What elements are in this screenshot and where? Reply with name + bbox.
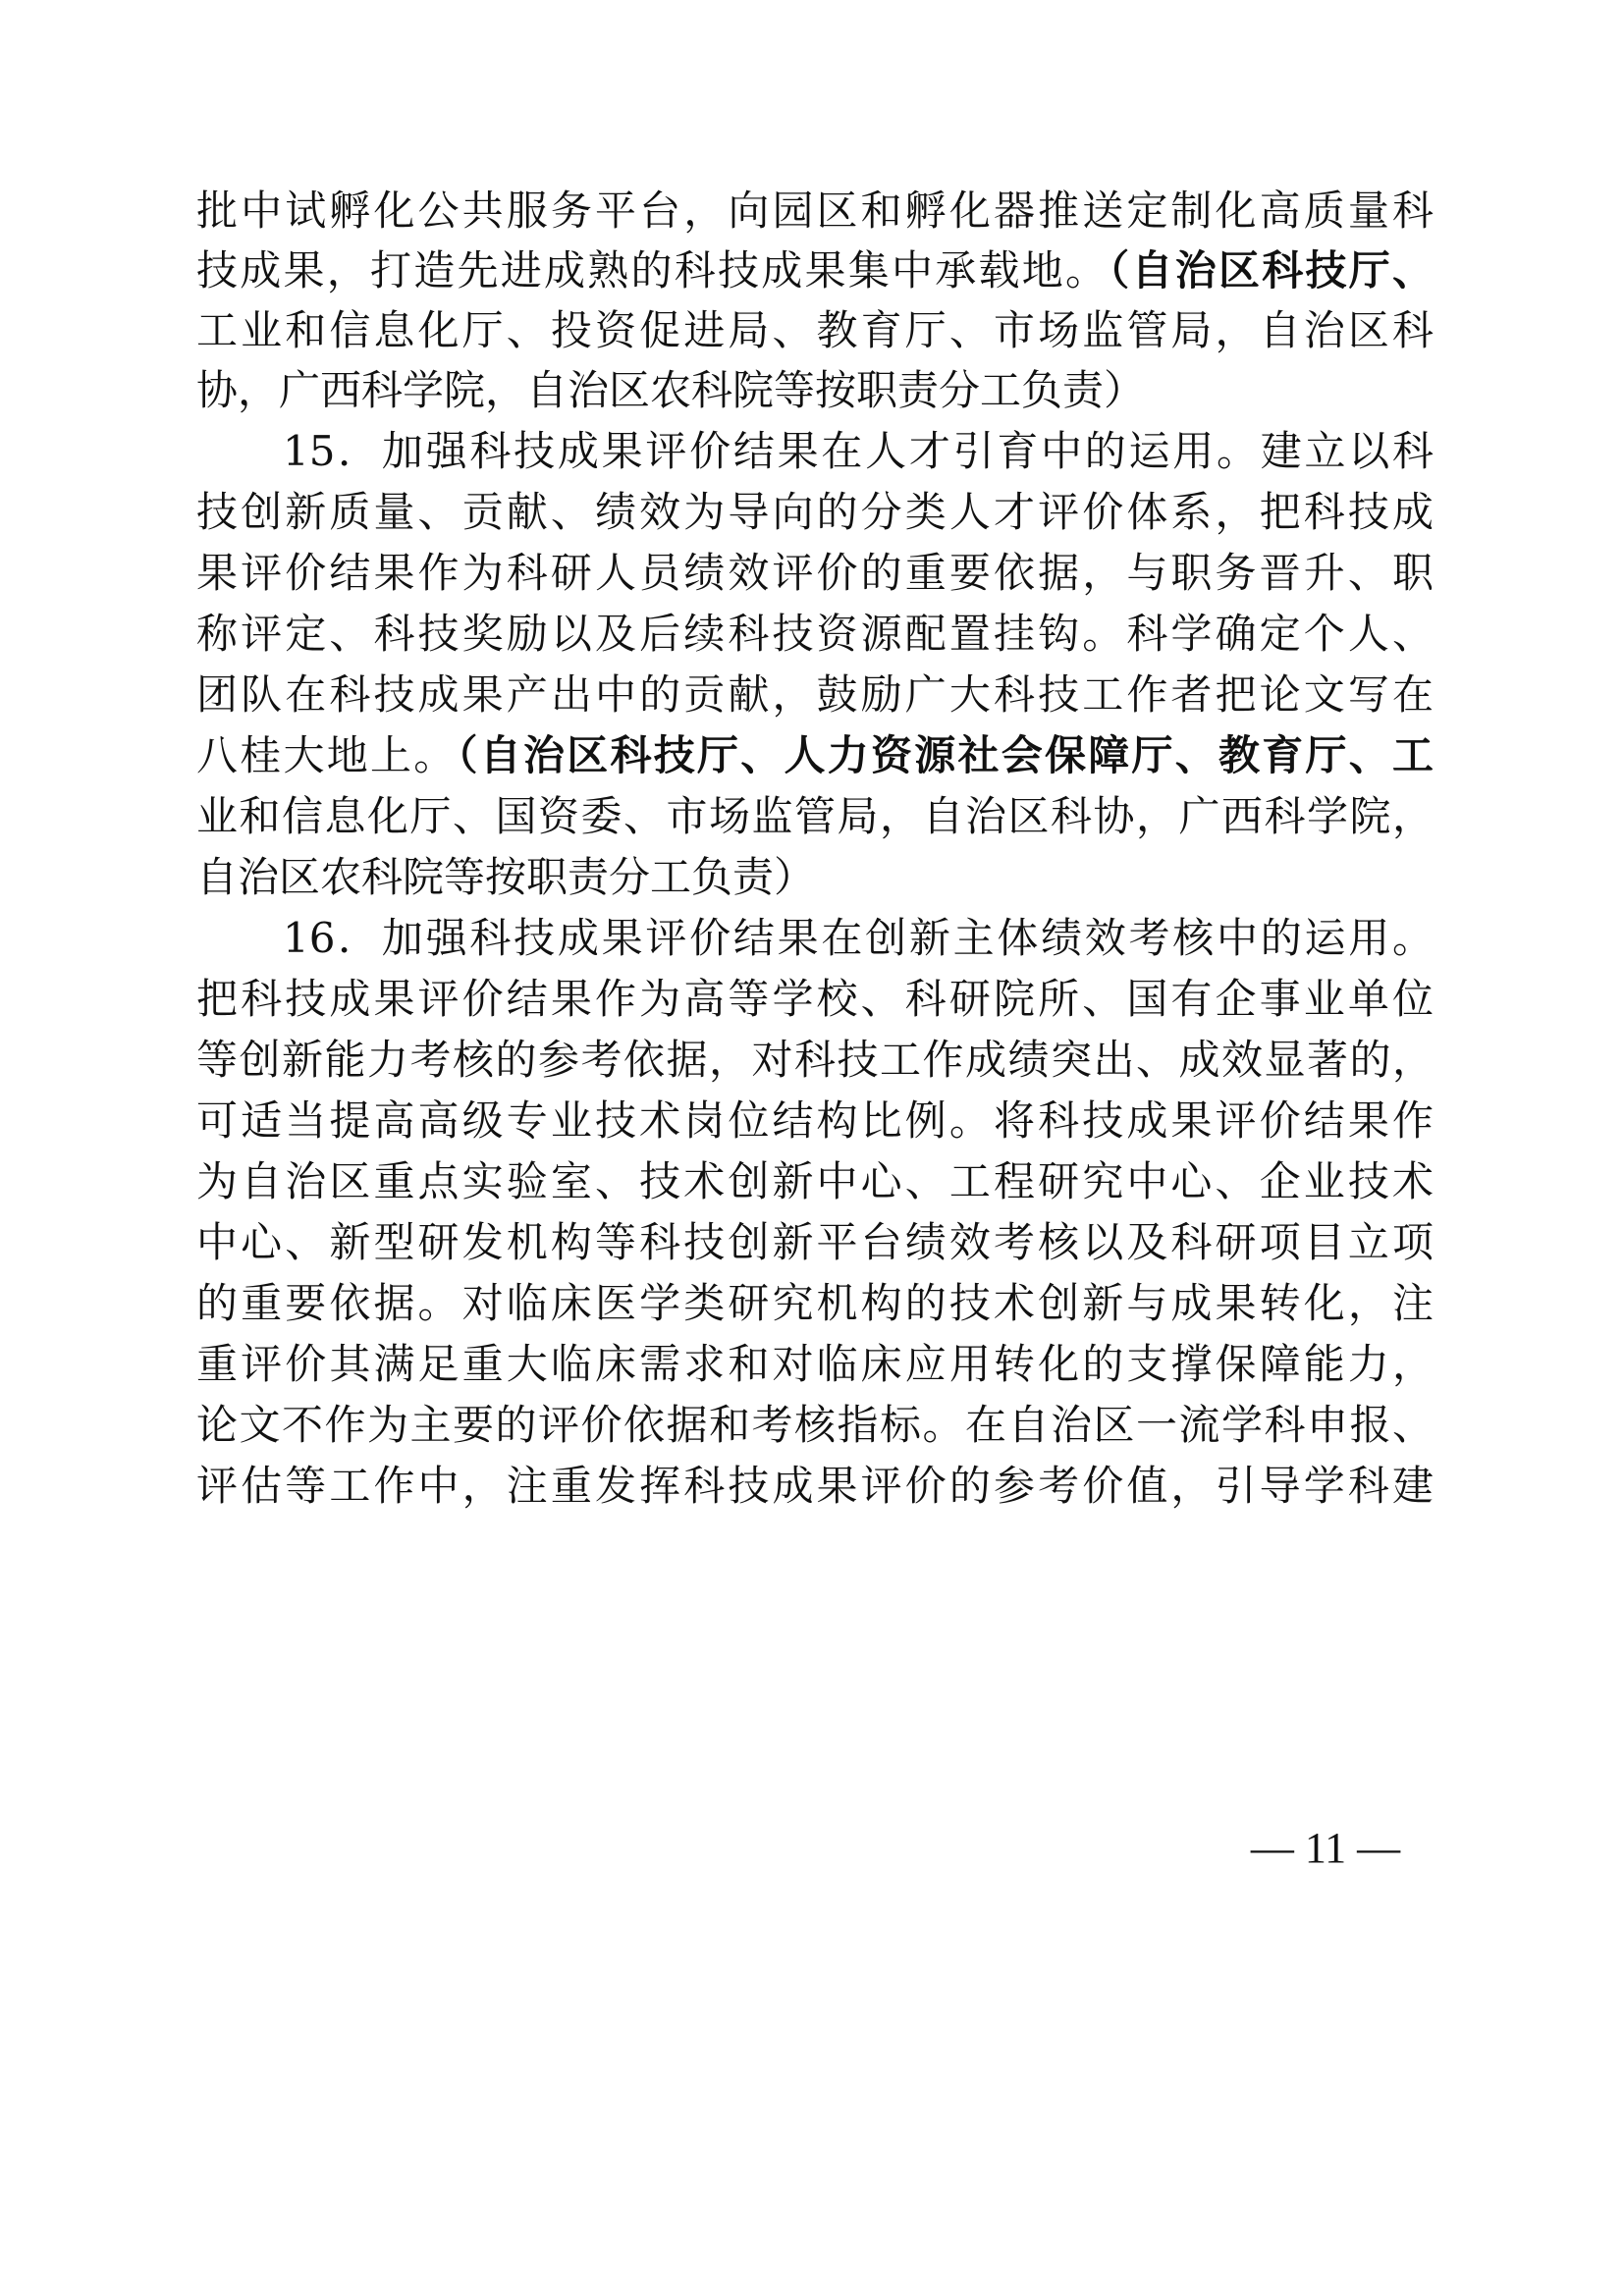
text-line: 可适当提高高级专业技术岗位结构比例。将科技成果评价结果作 <box>196 1096 1434 1145</box>
text-line: 称评定、科技奖励以及后续科技资源配置挂钩。科学确定个人、 <box>196 610 1434 658</box>
responsible-units: 自治区农科院等按职责分工负责） <box>196 853 816 901</box>
text-line: 的重要依据。对临床医学类研究机构的技术创新与成果转化，注 <box>196 1279 1434 1327</box>
text-line: 团队在科技成果产出中的贡献，鼓励广大科技工作者把论文写在 <box>196 670 1434 719</box>
text-line: 重评价其满足重大临床需求和对临床应用转化的支撑保障能力， <box>196 1340 1434 1388</box>
page-number: — 11 — <box>1250 1824 1401 1872</box>
text-line: 技创新质量、贡献、绩效为导向的分类人才评价体系，把科技成 <box>196 488 1434 536</box>
text-line: 评估等工作中，注重发挥科技成果评价的参考价值，引导学科建 <box>196 1462 1434 1510</box>
text-line: 技成果，打造先进成熟的科技成果集中承载地。（自治区科技厅、 <box>196 246 1434 294</box>
responsible-units: （自治区科技厅、人力资源社会保障厅、教育厅、工 <box>457 731 1434 779</box>
text-line: 果评价结果作为科研人员绩效评价的重要依据，与职务晋升、职 <box>196 549 1434 597</box>
responsible-units: 工业和信息化厅、投资促进局、教育厅、市场监管局，自治区科 <box>196 306 1434 354</box>
text-line: 等创新能力考核的参考依据，对科技工作成绩突出、成效显著的， <box>196 1036 1434 1084</box>
responsible-units: 业和信息化厅、国资委、市场监管局，自治区科协，广西科学院， <box>196 792 1434 840</box>
text-line: 论文不作为主要的评价依据和考核指标。在自治区一流学科申报、 <box>196 1401 1434 1449</box>
text-line: 把科技成果评价结果作为高等学校、科研院所、国有企事业单位 <box>196 975 1434 1023</box>
responsible-units: 协，广西科学院，自治区农科院等按职责分工负责） <box>196 366 1146 414</box>
paragraph-16-heading-line: 16．加强科技成果评价结果在创新主体绩效考核中的运用。 <box>283 914 1434 962</box>
responsible-units: （自治区科技厅、 <box>1109 246 1434 294</box>
text-line: 为自治区重点实验室、技术创新中心、工程研究中心、企业技术 <box>196 1157 1434 1205</box>
text-line: 批中试孵化公共服务平台，向园区和孵化器推送定制化高质量科 <box>196 187 1434 235</box>
text-line: 八桂大地上。（自治区科技厅、人力资源社会保障厅、教育厅、工 <box>196 731 1434 779</box>
paragraph-15-heading-line: 15．加强科技成果评价结果在人才引育中的运用。建立以科 <box>283 427 1434 475</box>
text-line: 中心、新型研发机构等科技创新平台绩效考核以及科研项目立项 <box>196 1218 1434 1266</box>
